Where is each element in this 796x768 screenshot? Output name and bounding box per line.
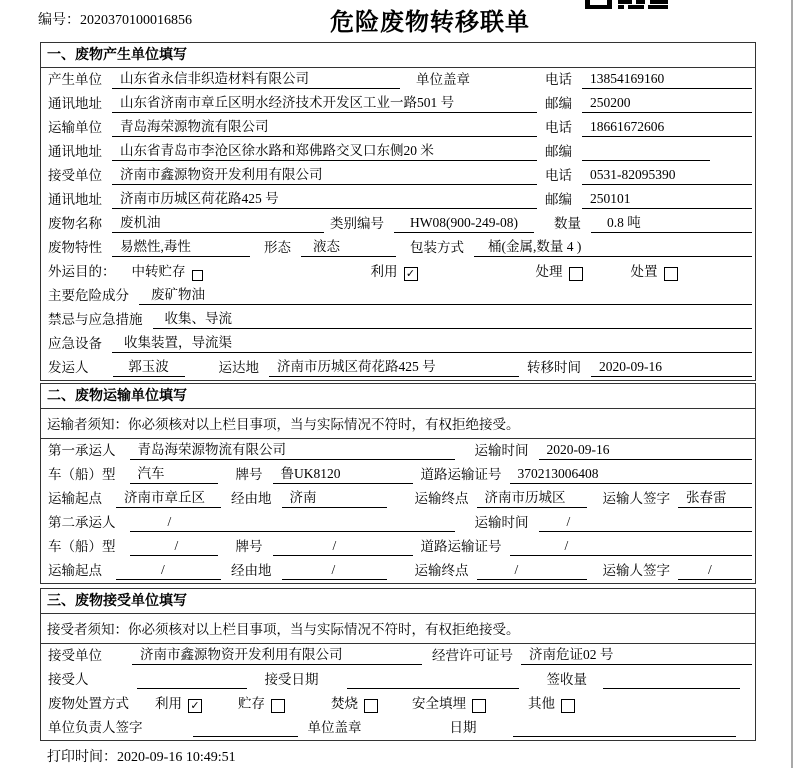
section-receiver [40, 588, 756, 741]
transport-time-label: 运输时间 [474, 443, 529, 458]
section1-header: 一、废物产生单位填写 [41, 43, 755, 68]
carrier1-time-value: 2020-09-16 [539, 441, 753, 460]
page-right-edge [791, 0, 793, 768]
purpose-use-checkbox: ✓ [404, 267, 418, 281]
section-transporter [40, 383, 756, 584]
waste-character-row [41, 236, 755, 260]
vehicle1-value: 汽车 [130, 465, 218, 484]
via-label: 经由地 [231, 491, 272, 506]
receive-unit-value: 济南市鑫源物资开发利用有限公司 [132, 646, 422, 665]
shipper-row [41, 356, 755, 380]
receiver-row [41, 164, 755, 188]
vehicle1-row [41, 463, 755, 487]
form-value: 液态 [301, 238, 396, 257]
destination-label: 运达地 [218, 360, 259, 375]
quantity-label: 数量 [554, 216, 581, 231]
license-value: 济南危证02 号 [521, 646, 752, 665]
start-label: 运输起点 [48, 563, 102, 578]
end2-value: / [477, 561, 587, 580]
section-producer [40, 42, 756, 381]
producer-address-value: 山东省济南市章丘区明水经济技术开发区工业一路501 号 [112, 94, 537, 113]
disposal-use-checkbox: ✓ [188, 699, 202, 713]
packing-value: 桶(金属,数量 4 ) [474, 238, 752, 257]
carrier1-label: 第一承运人 [48, 443, 116, 458]
disposal-landfill-checkbox [472, 699, 486, 713]
date-value [513, 719, 737, 737]
recipient-label: 接受人 [48, 672, 89, 687]
producer-value: 山东省永信非织造材料有限公司 [112, 70, 400, 89]
end-label: 运输终点 [414, 491, 469, 506]
carrier-sign-label: 运输人签字 [602, 491, 670, 506]
receiver-notice: 接受者须知：你必须核对以上栏目事项，当与实际情况不符时，有权拒绝接受。 [41, 614, 755, 644]
disposal-burn-checkbox [364, 699, 378, 713]
section3-header: 三、废物接受单位填写 [41, 589, 755, 614]
equipment-row [41, 332, 755, 356]
signature-row [41, 716, 755, 740]
address-label: 通讯地址 [48, 96, 102, 111]
receiver-phone-value: 0531-82095390 [582, 166, 752, 185]
taboo-row [41, 308, 755, 332]
address-label: 通讯地址 [48, 144, 102, 159]
transporter-notice: 运输者须知：你必须核对以上栏目事项，当与实际情况不符时，有权拒绝接受。 [41, 409, 755, 439]
disposal-other-label: 其他 [528, 696, 555, 711]
carrier2-value: / [130, 513, 455, 532]
purpose-treat-label: 处理 [535, 264, 563, 279]
page-title: 危险废物转移联单 [330, 9, 530, 36]
unit-seal-label: 单位盖章 [416, 72, 470, 87]
plate1-value: 鲁UK8120 [273, 465, 413, 484]
receive-unit-row [41, 644, 755, 668]
responsible-sign-label: 单位负责人签字 [48, 720, 143, 735]
road-permit-label: 道路运输证号 [420, 467, 502, 482]
receiver-value: 济南市鑫源物资开发利用有限公司 [112, 166, 537, 185]
transport-time-label: 运输时间 [474, 515, 529, 530]
print-time-value: 2020-09-16 10:49:51 [117, 750, 236, 765]
carrier1-value: 青岛海荣源物流有限公司 [130, 441, 455, 460]
disposal-method-row [41, 692, 755, 716]
transporter-label: 运输单位 [48, 120, 102, 135]
character-value: 易燃性,毒性 [112, 238, 250, 257]
disposal-method-label: 废物处置方式 [48, 696, 129, 711]
disposal-burn-label: 焚烧 [331, 696, 358, 711]
responsible-sign-value [193, 719, 298, 737]
purpose-treat-checkbox [569, 267, 583, 281]
waste-name-row [41, 212, 755, 236]
form-label: 形态 [264, 240, 291, 255]
character-label: 废物特性 [48, 240, 102, 255]
start1-value: 济南市章丘区 [116, 489, 221, 508]
carrier1-row [41, 439, 755, 463]
phone-label: 电话 [545, 72, 572, 87]
via1-value: 济南 [282, 489, 387, 508]
destination-value: 济南市历城区荷花路425 号 [269, 358, 519, 377]
vehicle-type-label: 车（船）型 [48, 467, 116, 482]
via-label: 经由地 [231, 563, 272, 578]
taboo-label: 禁忌与应急措施 [48, 312, 143, 327]
disposal-landfill-label: 安全填埋 [412, 696, 466, 711]
zip-label: 邮编 [545, 192, 572, 207]
address-label: 通讯地址 [48, 192, 102, 207]
disposal-store-label: 贮存 [238, 696, 265, 711]
purpose-row [41, 260, 755, 284]
recipient-row [41, 668, 755, 692]
receiver-label: 接受单位 [48, 168, 102, 183]
receive-date-value [347, 671, 519, 689]
equipment-value: 收集装置，导流渠 [112, 334, 752, 353]
serial-value: 2020370100016856 [80, 13, 192, 28]
transporter-address-row [41, 140, 755, 164]
zip-label: 邮编 [545, 96, 572, 111]
license-label: 经营许可证号 [432, 648, 513, 663]
vehicle-type-label: 车（船）型 [48, 539, 116, 554]
transporter-zip-value [582, 143, 710, 161]
hazard-label: 主要危险成分 [48, 288, 129, 303]
purpose-transfer-checkbox [192, 270, 203, 281]
category-label: 类别编号 [330, 216, 384, 231]
quantity-value: 0.8 吨 [591, 214, 752, 233]
unit-seal-label: 单位盖章 [307, 720, 362, 735]
disposal-store-checkbox [271, 699, 285, 713]
received-amount-label: 签收量 [546, 672, 587, 687]
transporter-value: 青岛海荣源物流有限公司 [112, 118, 537, 137]
receiver-address-row [41, 188, 755, 212]
purpose-dispose-checkbox [664, 267, 678, 281]
taboo-value: 收集、导流 [153, 310, 753, 329]
plate-label: 牌号 [235, 539, 263, 554]
equipment-label: 应急设备 [48, 336, 102, 351]
date-label: 日期 [449, 720, 477, 735]
disposal-other-checkbox [561, 699, 575, 713]
transfer-time-label: 转移时间 [527, 360, 581, 375]
phone-label: 电话 [545, 168, 572, 183]
disposal-use-label: 利用 [155, 696, 182, 711]
qr-code-fragment [585, 0, 668, 9]
producer-address-row [41, 92, 755, 116]
packing-label: 包装方式 [410, 240, 464, 255]
road2-value: / [510, 537, 753, 556]
route2-row [41, 559, 755, 583]
section2-header: 二、废物运输单位填写 [41, 384, 755, 409]
waste-name-label: 废物名称 [48, 216, 102, 231]
carrier-sign-label: 运输人签字 [602, 563, 670, 578]
phone-label: 电话 [545, 120, 572, 135]
shipper-label: 发运人 [48, 360, 89, 375]
plate2-value: / [273, 537, 413, 556]
vehicle2-value: / [130, 537, 218, 556]
producer-zip-value: 250200 [582, 94, 752, 113]
serial-label: 编号： [38, 13, 80, 28]
via2-value: / [282, 561, 387, 580]
transporter-phone-value: 18661672606 [582, 118, 752, 137]
serial-number-line [38, 9, 192, 29]
category-value: HW08(900-249-08) [394, 214, 534, 233]
sign1-value: 张春雷 [678, 489, 752, 508]
receiver-zip-value: 250101 [582, 190, 752, 209]
vehicle2-row [41, 535, 755, 559]
end-label: 运输终点 [414, 563, 469, 578]
hazard-row [41, 284, 755, 308]
sign2-value: / [678, 561, 752, 580]
hazard-value: 废矿物油 [139, 286, 752, 305]
carrier2-time-value: / [539, 513, 753, 532]
received-amount-value [603, 671, 740, 689]
producer-phone-value: 13854169160 [582, 70, 752, 89]
transfer-time-value: 2020-09-16 [591, 358, 752, 377]
producer-row [41, 68, 755, 92]
route1-row [41, 487, 755, 511]
carrier2-label: 第二承运人 [48, 515, 116, 530]
road-permit-label: 道路运输证号 [420, 539, 502, 554]
print-time-line [47, 746, 236, 766]
receiver-address-value: 济南市历城区荷花路425 号 [112, 190, 537, 209]
shipper-value: 郭玉波 [113, 358, 185, 377]
start-label: 运输起点 [48, 491, 102, 506]
carrier2-row [41, 511, 755, 535]
purpose-dispose-label: 处置 [630, 264, 658, 279]
print-time-label: 打印时间： [47, 750, 117, 765]
plate-label: 牌号 [235, 467, 263, 482]
zip-label: 邮编 [545, 144, 572, 159]
receive-unit-label: 接受单位 [48, 648, 102, 663]
recipient-value [137, 671, 247, 689]
road1-value: 370213006408 [510, 465, 753, 484]
purpose-use-label: 利用 [370, 264, 398, 279]
purpose-label: 外运目的： [48, 264, 116, 279]
end1-value: 济南市历城区 [477, 489, 587, 508]
transporter-address-value: 山东省青岛市李沧区徐水路和郑佛路交叉口东侧20 米 [112, 142, 537, 161]
producer-label: 产生单位 [48, 72, 102, 87]
transporter-row [41, 116, 755, 140]
waste-name-value: 废机油 [112, 214, 324, 233]
start2-value: / [116, 561, 221, 580]
receive-date-label: 接受日期 [264, 672, 319, 687]
purpose-transfer-label: 中转贮存 [131, 264, 186, 279]
